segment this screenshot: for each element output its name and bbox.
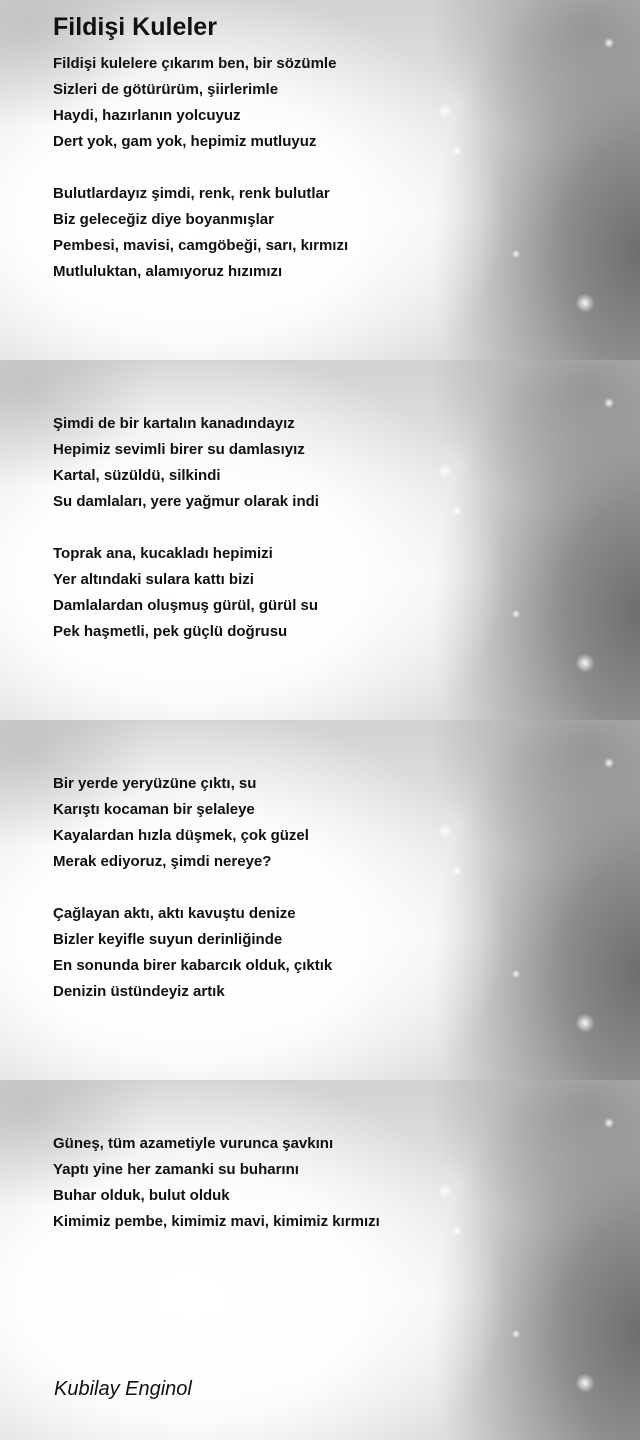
sparkle-decoration bbox=[452, 506, 462, 516]
poem-line: Su damlaları, yere yağmur olarak indi bbox=[53, 493, 319, 510]
poem-line: Bizler keyifle suyun derinliğinde bbox=[53, 931, 283, 948]
poem-line: Buhar olduk, bulut olduk bbox=[53, 1187, 230, 1204]
poem-line: Sizleri de götürürüm, şiirlerimle bbox=[53, 81, 279, 98]
sparkle-decoration bbox=[438, 464, 452, 478]
sparkle-decoration bbox=[576, 294, 594, 312]
sparkle-decoration bbox=[512, 970, 520, 978]
stanza bbox=[53, 771, 309, 875]
poem-line: Bulutlardayız şimdi, renk, renk bulutlar bbox=[53, 185, 330, 202]
sparkle-decoration bbox=[452, 1226, 462, 1236]
stanza bbox=[53, 411, 319, 515]
poem-line: Çağlayan aktı, aktı kavuştu denize bbox=[53, 905, 296, 922]
poem-line: Yaptı yine her zamanki su buharını bbox=[53, 1161, 299, 1178]
poem-line: Kimimiz pembe, kimimiz mavi, kimimiz kırmızı bbox=[53, 1213, 380, 1230]
poem-line: Güneş, tüm azametiyle vurunca şavkını bbox=[53, 1135, 334, 1152]
poem-line: Karıştı kocaman bir şelaleye bbox=[53, 801, 255, 818]
poem-line: Şimdi de bir kartalın kanadındayız bbox=[53, 415, 295, 432]
poem-line: En sonunda birer kabarcık olduk, çıktık bbox=[53, 957, 333, 974]
sparkle-decoration bbox=[604, 38, 614, 48]
poem-line: Pembesi, mavisi, camgöbeği, sarı, kırmızı bbox=[53, 237, 349, 254]
poem-line: Hepimiz sevimli birer su damlasıyız bbox=[53, 441, 305, 458]
sparkle-decoration bbox=[438, 104, 452, 118]
poem-line: Merak ediyoruz, şimdi nereye? bbox=[53, 853, 272, 870]
poem-panel-1 bbox=[0, 0, 640, 360]
sparkle-decoration bbox=[452, 146, 462, 156]
poem-line: Denizin üstündeyiz artık bbox=[53, 983, 225, 1000]
stanza bbox=[53, 181, 348, 285]
sparkle-decoration bbox=[512, 610, 520, 618]
stanza bbox=[53, 51, 336, 155]
stanza bbox=[53, 1131, 380, 1235]
poem-line: Dert yok, gam yok, hepimiz mutluyuz bbox=[53, 133, 317, 150]
sparkle-decoration bbox=[576, 1374, 594, 1392]
sparkle-decoration bbox=[452, 866, 462, 876]
poem-line: Pek haşmetli, pek güçlü doğrusu bbox=[53, 623, 288, 640]
sparkle-decoration bbox=[512, 1330, 520, 1338]
poem-panel-2 bbox=[0, 360, 640, 720]
poem-line: Kayalardan hızla düşmek, çok güzel bbox=[53, 827, 309, 844]
sparkle-decoration bbox=[576, 654, 594, 672]
stanza bbox=[53, 901, 332, 1005]
poem-line: Kartal, süzüldü, silkindi bbox=[53, 467, 221, 484]
poem-line: Yer altındaki sulara kattı bizi bbox=[53, 571, 254, 588]
sparkle-decoration bbox=[438, 1184, 452, 1198]
sparkle-decoration bbox=[512, 250, 520, 258]
poem-line: Bir yerde yeryüzüne çıktı, su bbox=[53, 775, 257, 792]
poem-title: Fildişi Kuleler bbox=[53, 13, 217, 41]
poem-author: Kubilay Enginol bbox=[54, 1378, 192, 1400]
sparkle-decoration bbox=[576, 1014, 594, 1032]
poem-panel-3 bbox=[0, 720, 640, 1080]
poem-line: Fildişi kulelere çıkarım ben, bir sözümle bbox=[53, 55, 337, 72]
stanza bbox=[53, 541, 318, 645]
sparkle-decoration bbox=[438, 824, 452, 838]
poem-line: Toprak ana, kucakladı hepimizi bbox=[53, 545, 273, 562]
poem-line: Mutluluktan, alamıyoruz hızımızı bbox=[53, 263, 283, 280]
poem-line: Biz geleceğiz diye boyanmışlar bbox=[53, 211, 274, 228]
poem-panel-4 bbox=[0, 1080, 640, 1440]
poem-line: Haydi, hazırlanın yolcuyuz bbox=[53, 107, 241, 124]
sparkle-decoration bbox=[604, 758, 614, 768]
sparkle-decoration bbox=[604, 1118, 614, 1128]
sparkle-decoration bbox=[604, 398, 614, 408]
poem-line: Damlalardan oluşmuş gürül, gürül su bbox=[53, 597, 319, 614]
